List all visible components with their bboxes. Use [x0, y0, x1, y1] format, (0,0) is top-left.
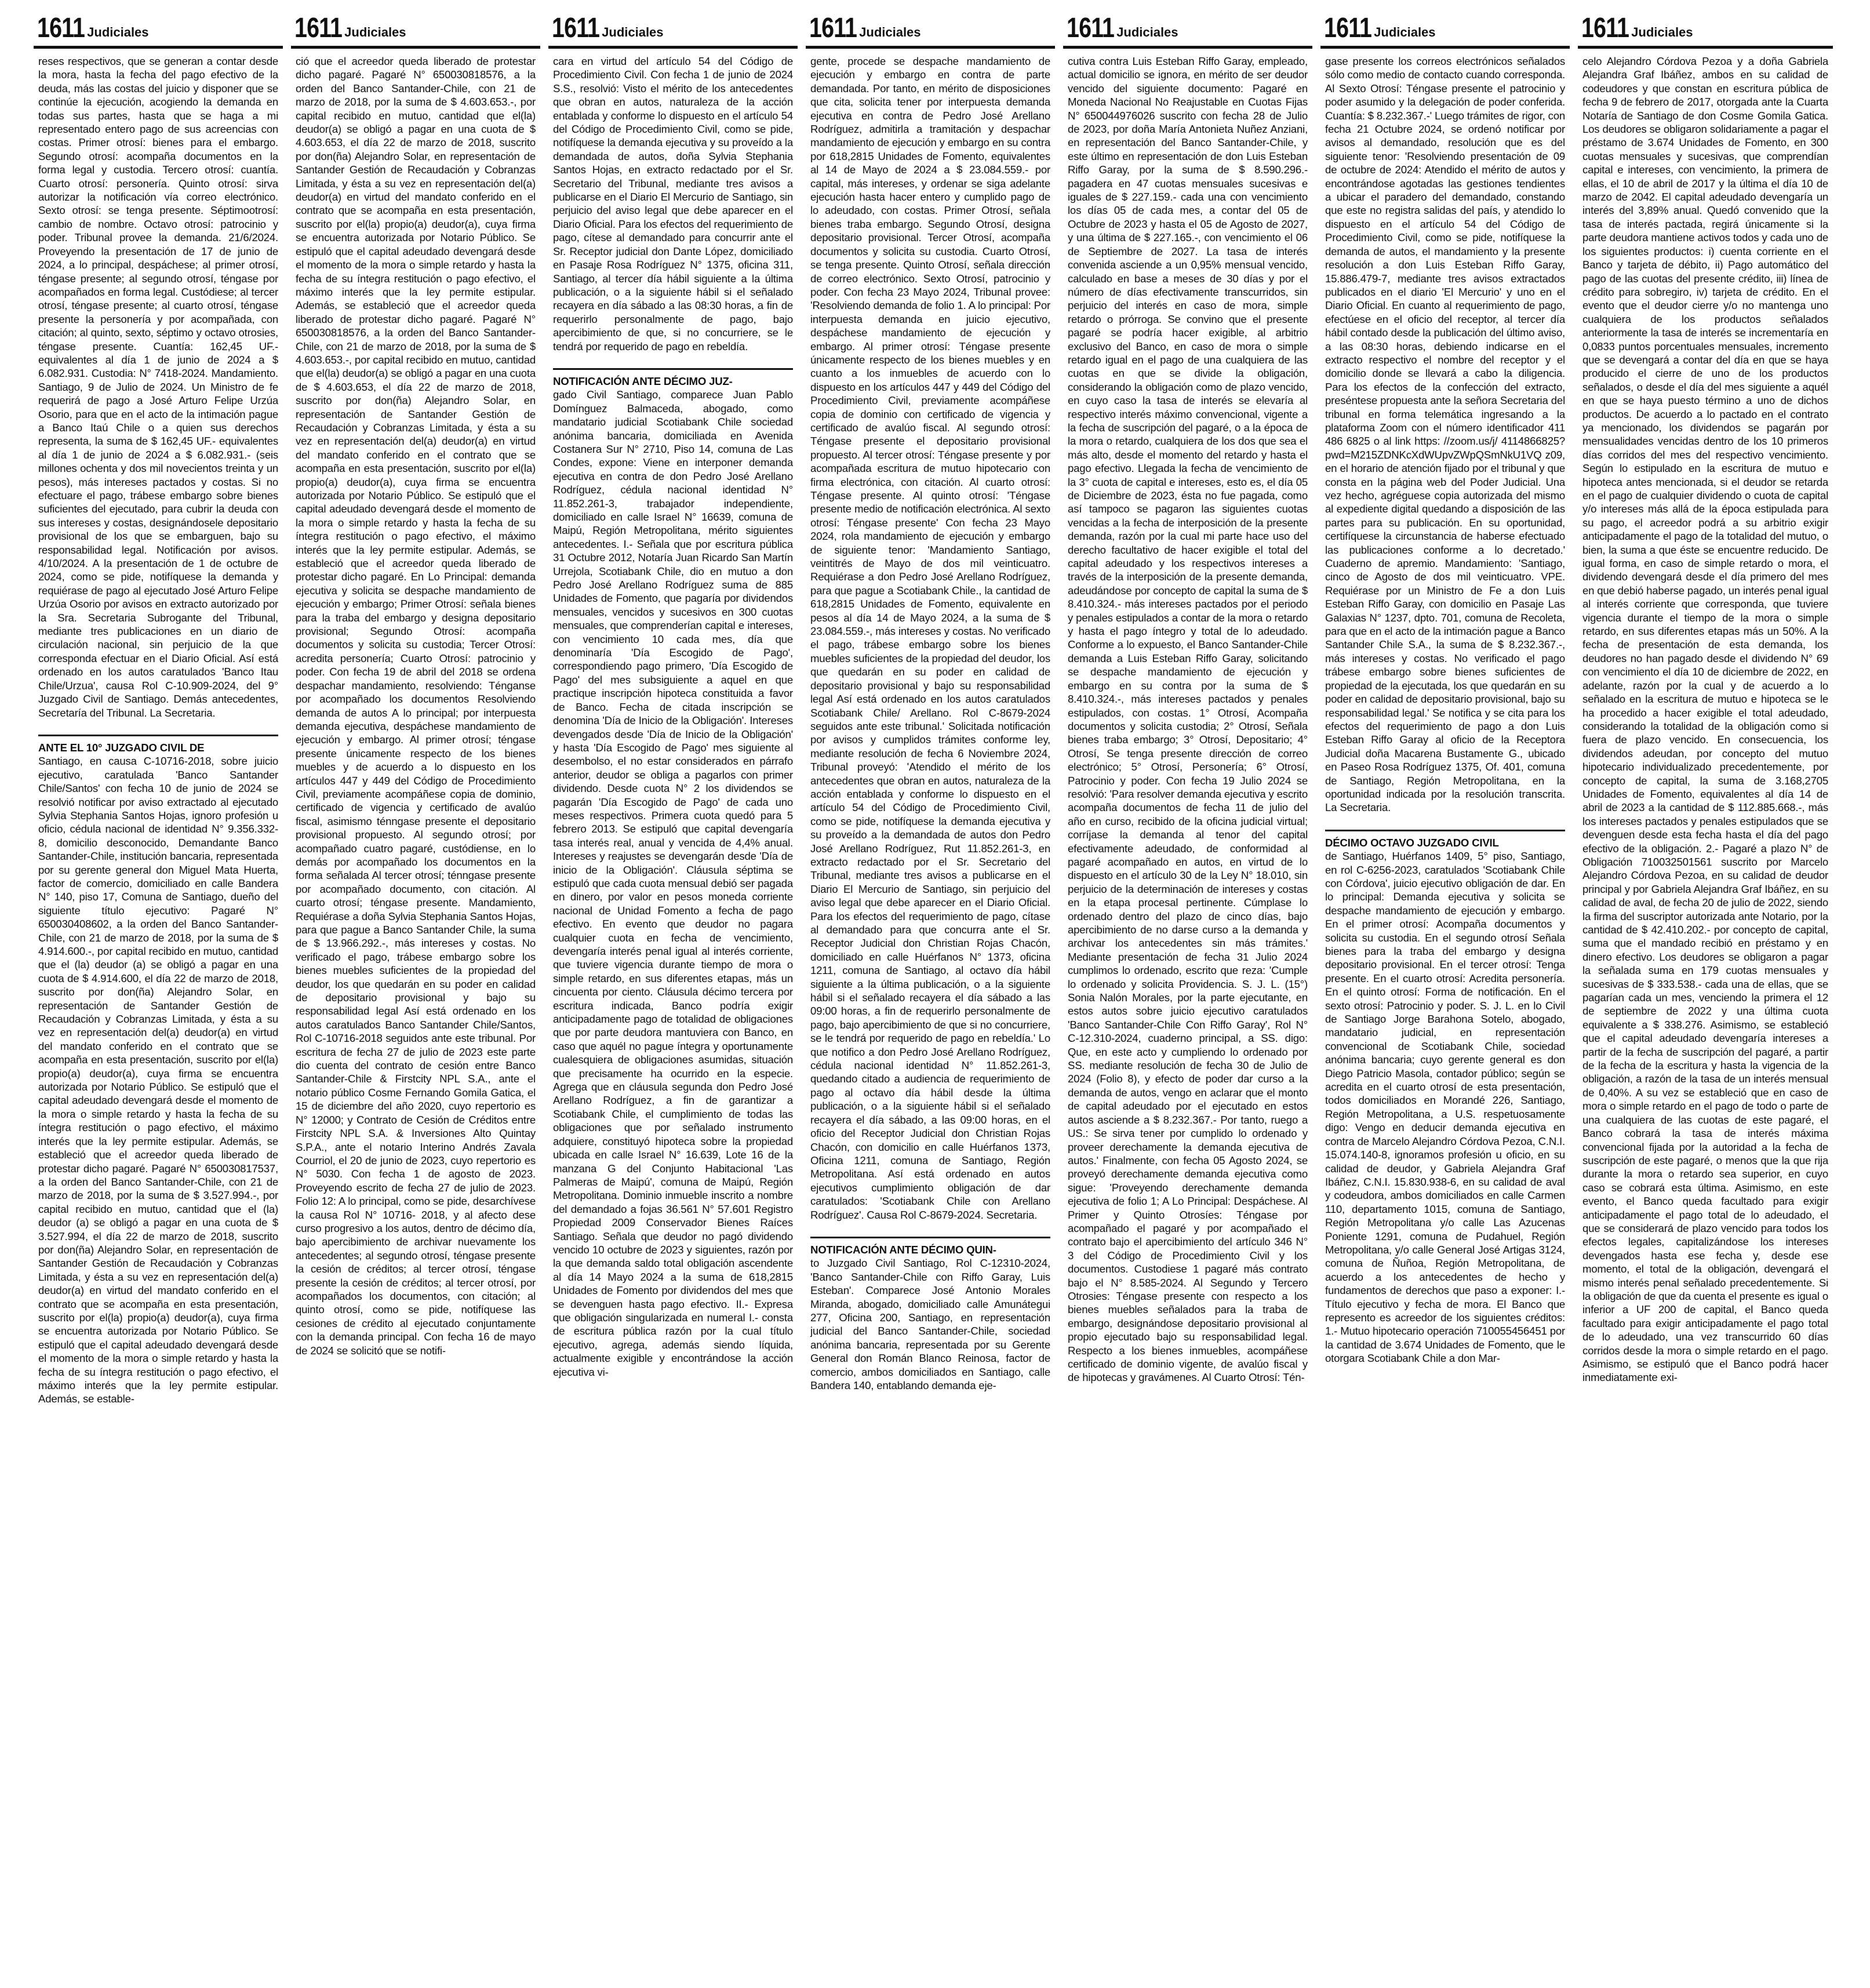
column-header	[291, 0, 540, 49]
column-body	[1063, 49, 1312, 1384]
column-5	[1063, 0, 1312, 1988]
column-header	[1063, 0, 1312, 49]
section-name: Judiciales	[859, 25, 921, 39]
notice-text: gase presente los correos electrónicos señalados sólo como medio de contacto cuando corresponda. Al Sexto Otrosí: Téngase presente el patrocinio y poder asumido y la delegación de poder conferida. Cuantía: $ 8.232.367.-' Luego trámites de rigor, con fecha 21 Octubre 2024, se ordenó notificar por avisos al demandado, resolución que es del siguiente tenor: 'Resolviendo presentación de 09 de octubre de 2024: Atendido el mérito de autos y encontrándose agotadas las gestiones tendientes a ubicar el paradero del demandado, constando que este no registra salidas del país, y atendido lo dispuesto en el artículo 54 del Código de Procedimiento Civil, como se pide, notifíquese la demanda de autos, el mandamiento y la presente resolución a don Luis Esteban Riffo Garay, 15.886.479-7, mediante tres avisos extractados publicados en el diario 'El Mercurio' y uno en el Diario Oficial. En cuanto al requerimiento de pago, efectúese en el oficio del receptor, al tercer día hábil contado desde la publicación del último aviso, a las 08:30 horas, debiendo indicarse en el extracto respectivo el nombre del receptor y el domicilio donde se llevará a cabo la diligencia. Para los efectos de la confección del extracto, preséntese propuesta ante la señora Secretaria del tribunal en forma telemática ingresando a la plataforma Zoom con el número identificador 411 486 6825 o al link https: //zoom.us/j/ 4114866825?pwd=M215ZDNKcXdWUpvZWpQSmNkU1VQ z09, en el horario de atención fijado por el tribunal y que consta en la página web del Poder Judicial. Una vez hecho, agréguese copia autorizada del mismo al expediente digital quedando a disposición de las partes para su publicación. En su oportunidad, certifíquese la circunstancia de haberse efectuado las publicaciones conforme a lo decretado.' Cuaderno de apremio. Mandamiento: 'Santiago, cinco de Agosto de dos mil veinticuatro. VPE. Requiérase por un Ministro de Fe a don Luis Esteban Riffo Garay, con domicilio en Pasaje Las Galaxias N° 1237, dpto. 701, comuna de Recoleta, para que en el acto de la intimación pague a Banco Santander Chile S.A., la suma de $ 8.232.367.-, más intereses y costas. No verificado el pago trábese embargo sobre bienes suficientes de propiedad de la ejecutada, los que quedarán en su poder en calidad de depositario provisional, bajo su responsabilidad legal.' Se notifica y se cita para los efectos del requerimiento de pago a don Luis Esteban Riffo Garay al oficio de la Receptora Judicial doña Macarena Bustamente G., ubicado en Paseo Rosa Rodríguez 1375, Of. 401, comuna de Santiago, Región Metropolitana, en la oportunidad indicada por la resolución transcrita. La Secretaria.	[1325, 55, 1565, 814]
section-name: Judiciales	[1374, 25, 1436, 39]
notice-title: DÉCIMO OCTAVO JUZGADO CIVIL	[1325, 830, 1565, 849]
notice-text: reses respectivos, que se generan a contar desde la mora, hasta la fecha del pago efectivo de la deuda, más las costas del juicio y disponer que se continúe la ejecución, acogiendo la demanda en todas sus partes, hasta que se haga a mi representado entero pago de sus acreencias con costas. Primer otrosí: bienes para el embargo. Segundo otrosí: acompaña documentos en la forma legal y custodia. Tercero otrosí: cuantía. Cuarto otrosí: personería. Quinto otrosí: sirva autorizar la notificación vía correo electrónico. Sexto otrosí: se tenga presente. Séptimootrosí: cambio de nombre. Octavo otrosí: patrocinio y poder. Tribunal provee la demanda. 21/6/2024. Proveyendo la presentación de 17 de junio de 2024, a lo principal, despáchese; al primer otrosí, téngase presente; al segundo otrosí, téngase por acompañados en forma legal. Custódiese; al tercer otrosí, téngase presente; al cuarto otrosí, téngase presente la personería y por acompañada, con citación; al quinto, sexto, séptimo y octavo otrosies, téngase presente. Cuantía: 162,45 UF.- equivalentes al día 1 de junio de 2024 a $ 6.082.931. Custodia: N° 7418-2024. Mandamiento. Santiago, 9 de Julio de 2024. Un Ministro de fe requerirá de pago a José Arturo Felipe Urzúa Osorio, para que en el acto de la intimación pague a Banco Itaú Chile o a quien sus derechos representa, la suma de $ 162,45 UF.- equivalentes al día 1 de junio de 2024 a $ 6.082.931.- (seis millones ochenta y dos mil novecientos treinta y un pesos), más intereses pactados y costas. Si no efectuare el pago, trábese embargo sobre bienes suficientes del ejecutado, para cubrir la deuda con sus intereses y costas, designándosele depositario provisional de los que se embarguen, bajo su responsabilidad legal. Notificación por avisos. 4/10/2024. A la presentación de 1 de octubre de 2024, como se pide, notifíquese la demanda y requiérase de pago al ejecutado José Arturo Felipe Urzúa Osorio por avisos en extracto autorizado por la Sra. Secretaria Subrogante del Tribunal, mediante tres publicaciones en un diario de circulación nacional, sin perjuicio de la que corresponda efectuar en el Diario Oficial. Así está ordenado en los autos caratulados 'Banco Itau Chile/Urzua', causa Rol C-10.909-2024, del 9° Juzgado Civil de Santiago. Demás antecedentes, Secretaría del Tribunal. La Secretaria.	[38, 55, 278, 719]
notice-text: gente, procede se despache mandamiento de ejecución y embargo en contra de parte demandada. Por tanto, en mérito de disposiciones que cita, solicita tener por interpuesta demanda ejecutiva en contra de Pedro José Arellano Rodríguez, admitirla a tramitación y despachar mandamiento de ejecución y embargo en su contra por 618,2815 Unidades de Fomento, equivalentes al 14 de Mayo de 2024 a $ 23.084.559.- por capital, más intereses, y ordenar se siga adelante ejecución hasta hacer entero y cumplido pago de lo adeudado, con costas. Primer Otrosí, señala bienes traba embargo. Segundo Otrosí, designa depositario provisional. Tercer Otrosí, acompaña documentos y solicita su custodia. Cuarto Otrosí, se tenga presente. Quinto Otrosí, señala dirección de correo electrónico. Sexto Otrosí, patrocinio y poder. Con fecha 23 Mayo 2024, Tribunal provee: 'Resolviendo demanda de folio 1. A lo principal: Por interpuesta demanda en juicio ejecutivo, despáchese mandamiento de ejecución y embargo. Al primer otrosí: Téngase presente únicamente respecto de los bienes muebles y en cuanto a los inmuebles de acuerdo con lo dispuesto en los artículos 447 y 449 del Código del Procedimiento Civil, previamente acompáñese copia de dominio con certificado de vigencia y certificado de avalúo fiscal. Al segundo otrosí: Téngase presente el depositario provisional propuesto. Al tercer otrosí: Téngase presente y por acompañada escritura de mutuo hipotecario con firma electrónica, con citación. Al cuarto otrosí: Téngase presente. Al quinto otrosí: 'Téngase presente medio de notificación electrónica. Al sexto otrosí: Téngase presente' Con fecha 23 Mayo 2024, rola mandamiento de ejecución y embargo de siguiente tenor: 'Mandamiento Santiago, veintitrés de Mayo de dos mil veinticuatro. Requiérase a don Pedro José Arellano Rodríguez, para que pague a Scotiabank Chile., la cantidad de 618,2815 Unidades de Fomento, equivalente en pesos al día 14 de Mayo 2024, a la suma de $ 23.084.559.-, más intereses y costas. No verificado el pago, trábese embargo sobre los bienes muebles suficientes de la propiedad del deudor, los que quedarán en su poder en calidad de depositario provisional y bajo su responsabilidad legal Así está ordenado en los autos caratulados Scotiabank Chile/ Arellano. Rol C-8679-2024 seguidos ante este tribunal.' Solicitada notificación por avisos y cumplidos trámites conforme ley, mediante resolución de fecha 6 Noviembre 2024, Tribunal proveyó: 'Atendido el mérito de los antecedentes que obran en autos, naturaleza de la acción entablada y conforme lo dispuesto en el artículo 54 del Código de Procedimiento Civil, como se pide, notifíquese la demanda ejecutiva y su proveído a la demandada de autos don Pedro José Arellano Rodríguez, Rut 11.852.261-3, en extracto redactado por el Sr. Secretario del Tribunal, mediante tres avisos a publicarse en el Diario El Mercurio de Santiago, sin perjuicio del aviso legal que debe aparecer en el Diario Oficial. Para los efectos del requerimiento de pago, cítase al demandado para que concurra ante el Sr. Receptor Judicial don Christian Rojas Chacón, domiciliado en calle Huérfanos N° 1373, oficina 1211, comuna de Santiago, al octavo día hábil siguiente a la última publicación, o a la siguiente hábil si el señalado recayera el día sábado a las 09:00 horas, a fin de requerirlo personalmente de pago, bajo apercibimiento de que si no concurriere, se le tendrá por requerido de pago en rebeldía.' Lo que notifico a don Pedro José Arellano Rodríguez, cédula nacional identidad N° 11.852.261-3, quedando citado a audiencia de requerimiento de pago al octavo día hábil desde la última publicación, o a la siguiente hábil si el señalado recayera el día sábado, a las 09:00 horas, en el oficio del Receptor Judicial don Christian Rojas Chacón, con domicilio en calle Huérfanos 1373, Oficina 1211, comuna de Santiago, Región Metropolitana. Así está ordenado en autos ejecutivos cumplimiento obligación de dar caratulados: 'Scotiabank Chile con Arellano Rodríguez'. Causa Rol C-8679-2024. Secretaria.	[810, 55, 1050, 1221]
column-6	[1320, 0, 1570, 1988]
notice-text: ció que el acreedor queda liberado de protestar dicho pagaré. Pagaré N° 650030818576, a la orden del Banco Santander-Chile, con 21 de marzo de 2018, por la suma de $ 4.603.653.-, por capital recibido en mutuo, cantidad que el(la) deudor(a) se obligó a pagar en una cuota de $ 4.603.653, el día 22 de marzo de 2018, suscrito por don(ña) Alejandro Solar, en representación de Santander Gestión de Recaudación y Cobranzas Limitada, y ésta a su vez en representación del(a) deudor(a) en virtud del mandato conferido en el contrato que se acompaña en esta presentación, suscrito por el(la) propio(a) deudor(a), cuya firma se encuentra autorizada por Notario Público. Se estipuló que el capital adeudado devengará desde el momento de la mora o simple retardo y hasta la fecha de su íntegra restitución o pago efectivo, el máximo interés que la ley permite estipular. Además, se estableció que el acreedor queda liberado de protestar dicho pagaré. Pagaré N° 650030818576, a la orden del Banco Santander-Chile, con 21 de marzo de 2018, por la suma de $ 4.603.653.-, por capital recibido en mutuo, cantidad que el(la) deudor(a) se obligó a pagar en una cuota de $ 4.603.653, el día 22 de marzo de 2018, suscrito por don(ña) Alejandro Solar, en representación de Santander Gestión de Recaudación y Cobranzas Limitada, y ésta a su vez en representación del(a) deudor(a) en virtud del mandato conferido en el contrato que se acompaña en esta presentación, suscrito por el(la) propio(a) deudor(a), cuya firma se encuentra autorizada por Notario Público. Se estipuló que el capital adeudado devengará desde el momento de la mora o simple retardo y hasta la fecha de su íntegra restitución o pago efectivo, el máximo interés que la ley permite estipular. Además, se estableció que el acreedor queda liberado de protestar dicho pagaré. En Lo Principal: demanda ejecutiva y solicita se despache mandamiento de ejecución y embargo; Primer Otrosí: señala bienes para la traba del embargo y designa depositario provisional; Segundo Otrosí: acompaña documentos y solicita su custodia; Tercer Otrosí: acredita personería; Cuarto Otrosí: patrocinio y poder. Con fecha 19 de abril del 2018 se ordena despachar mandamiento, resolviendo: Ténganse por acompañado los documentos Resolviendo demanda de autos A lo principal; por interpuesta demanda ejecutiva, despáchese mandamiento de ejecución y embargo. Al primer otrosí; téngase presente únicamente respecto de los bienes muebles y de acuerdo a lo dispuesto en los artículos 447 y 449 del Código de Procedimiento Civil, previamente acompáñese copia de dominio, certificado de vigencia y certificado de avalúo fiscal, asimismo ténngase presente el depositario provisional propuesto. Al segundo otrosí; por acompañado cuatro pagaré, custódiense, en lo demás por acompañado los documentos en la forma señalada Al tercer otrosí; ténngase presente por acompañado documento, con citación. Al cuarto otrosí; téngase presente. Mandamiento, Requiérase a doña Sylvia Stephania Santos Hojas, para que pague a Banco Santander Chile, la suma de $ 13.966.292.-, más intereses y costas. No verificado el pago, trábese embargo sobre los bienes muebles suficientes de la propiedad del deudor, los que quedarán en su poder en calidad de depositario provisional y bajo su responsabilidad legal Así está ordenado en los autos caratulados Banco Santander Chile/Santos, Rol C-10716-2018 seguidos ante este tribunal. Por escritura de fecha 27 de julio de 2023 este parte dio cuenta del contrato de cesión entre Banco Santander-Chile & Firstcity NPL S.A., ante el notario público Cosme Fernando Gomila Gatica, el 15 de diciembre del año 2020, cuyo repertorio es N° 12000; y Contrato de Cesión de Créditos entre Firstcity NPL S.A. & Inversiones Alto Quintay S.P.A., ante el notario Interino Andrés Zavala Courriol, el 20 de junio de 2023, cuyo repertorio es N° 5030. Con fecha 1 de agosto de 2023. Proveyendo escrito de fecha 27 de julio de 2023. Folio 12: A lo principal, como se pide, desarchívese la causa Rol N° 10716- 2018, y al afecto dese curso progresivo a los autos, dentro de décimo día, bajo apercibimiento de archivar nuevamente los antecedentes; al segundo otrosí, téngase presente la cesión de créditos; al tercer otrosí, téngase presente la cesión de créditos; al tercer otrosí, por acompañados los documentos, con citación; al quinto otrosí, como se pide, notifíquese las cesiones de crédito al ejecutado conjuntamente con la demanda principal. Con fecha 16 de mayo de 2024 se solicitó que se notifi-	[296, 55, 536, 1357]
section-name: Judiciales	[602, 25, 664, 39]
section-name: Judiciales	[1116, 25, 1178, 39]
column-body	[1578, 49, 1833, 1384]
section-name: Judiciales	[344, 25, 406, 39]
page-number: 1611	[552, 13, 600, 43]
notice-title: ANTE EL 10° JUZGADO CIVIL DE	[38, 735, 278, 754]
page-number: 1611	[294, 13, 343, 43]
notice-text: cutiva contra Luis Esteban Riffo Garay, empleado, actual domicilio se ignora, en mérito de ser deudor vencido del siguiente documento: Pagaré en Moneda Nacional No Reajustable en Cuotas Fijas N° 650044976026 suscrito con fecha 28 de Julio de 2023, por doña María Antonieta Nuñez Anziani, en representación del Banco Santander-Chile, y este último en representación de don Luis Esteban Riffo Garay, por la suma de $ 8.590.296.- pagadera en 47 cuotas mensuales sucesivas e iguales de $ 227.159.- cada una con vencimiento los días 05 de cada mes, a contar del 05 de Octubre de 2023 y hasta el 05 de Agosto de 2027, y una última de $ 227.165.-, con vencimiento el 06 de Septiembre de 2027. La tasa de interés convenida asciende a un 0,95% mensual vencido, calculado en base a meses de 30 días y por el número de días efectivamente transcurridos, sin perjuicio del interés en caso de mora, simple retardo o prórroga. Se convino que el presente pagaré se podría hacer exigible, al arbitrio exclusivo del Banco, en caso de mora o simple retardo igual en el pago de una cualquiera de las cuotas en que se divide la obligación, considerando la obligación como de plazo vencido, en cuyo caso la tasa de interés se elevaría al respectivo interés máximo convencional, vigente a la fecha de suscripción del pagaré, o a la época de la mora o retardo, cualquiera de los dos que sea el más alto, desde el momento del retardo y hasta el pago efectivo. Llegada la fecha de vencimiento de la 3° cuota de capital e intereses, esto es, el día 05 de Diciembre de 2023, ésta no fue pagada, como así tampoco se pagaron las siguientes cuotas vencidas a la fecha de interposición de la presente demanda, razón por la cual mi parte hace uso del derecho facultativo de hacer exigible el total del capital adeudado y los respectivos intereses a través de la interposición de la presente demanda, adeudándose por concepto de capital la suma de $ 8.410.324.- más intereses pactados por el periodo y penales estipulados a contar de la mora o retardo y hasta el pago íntegro y total de lo adeudado. Conforme a lo expuesto, el Banco Santander-Chile demanda a Luis Esteban Riffo Garay, solicitando se despache mandamiento de ejecución y embargo en su contra por la suma de $ 8.410.324.-, más intereses pactados y penales estipulados, con costas. 1° Otrosí, Acompaña documentos y solicita custodia; 2° Otrosí, Señala bienes traba embargo; 3° Otrosí, Depositario; 4° Otrosí, Se tenga presente dirección de correo electrónico; 5° Otrosí, Personería; 6° Otrosí, Patrocinio y poder. Con fecha 19 Julio 2024 se resolvió: 'Para resolver demanda ejecutiva y escrito acompaña documentos de fecha 11 de julio del año en curso, recibido de la oficina judicial virtual; corríjase la demanda al tenor del capital efectivamente adeudado, de conformidad al pagaré acompañado en autos, en virtud de lo dispuesto en el artículo 30 de la Ley N° 18.010, sin perjuicio de la determinación de intereses y costas en la etapa procesal pertinente. Cúmplase lo ordenado dentro del plazo de cinco días, bajo apercibimiento de no darse curso a la demanda y archivar los antecedentes sin más trámites.' Mediante presentación de fecha 31 Julio 2024 cumplimos lo ordenado, escrito que reza: 'Cumple lo ordenado y solicita Providencia. S. J. L. (15°) Sonia Nalón Morales, por la parte ejecutante, en estos autos sobre juicio ejecutivo caratulados 'Banco Santander-Chile Con Riffo Garay', Rol N° C-12.310-2024, cuaderno principal, a SS. digo: Que, en este acto y cumpliendo lo ordenado por SS. mediante resolución de fecha 30 de Julio de 2024 (Folio 8), y efecto de poder dar curso a la demanda de autos, vengo en aclarar que el monto de capital adeudado por el ejecutado en estos autos asciende a $ 8.232.367.- Por tanto, ruego a US.: Se sirva tener por cumplido lo ordenado y proveer derechamente la demanda ejecutiva de autos.' Finalmente, con fecha 05 Agosto 2024, se proveyó derechamente demanda ejecutiva como sigue: 'Proveyendo derechamente demanda ejecutiva de folio 1; A Lo Principal: Despáchese. Al Primer y Quinto Otrosíes: Téngase por acompañado el pagaré y por acompañado el contrato bajo el apercibimiento del artículo 346 N° 3 del Código de Procedimiento Civil y los documentos. Custodiese 1 pagaré más contrato bajo el N° 8.585-2024. Al Segundo y Tercero Otrosies: Téngase presente con respecto a los bienes muebles señalados para la traba de embargo, designándose depositario provisional al propio ejecutado bajo su responsabilidad legal. Respecto a los bienes inmuebles, acompáñese certificado de dominio vigente, de avalúo fiscal y de hipotecas y gravámenes. Al Cuarto Otrosí: Tén-	[1068, 55, 1308, 1384]
notice-text: celo Alejandro Córdova Pezoa y a doña Gabriela Alejandra Graf Ibáñez, ambos en su calidad de codeudores y que constan en escritura pública de fecha 9 de febrero de 2017, otorgada ante la Cuarta Notaría de Santiago de don Cosme Gomila Gatica. Los deudores se obligaron solidariamente a pagar el préstamo de 3.674 Unidades de Fomento, en 300 cuotas mensuales y sucesivas, que comprendían capital e intereses, con vencimiento, la primera de ellas, el 10 de abril de 2017 y la última el día 10 de marzo de 2042. El capital adeudado devengaría un interés del 3,89% anual. Quedó convenido que la tasa de interés pactada, regirá únicamente si la parte deudora mantiene activos todos y cada uno de los siguientes productos: i) cuenta corriente en el Banco y tarjeta de débito, ii) Pago automático del pago de las cuotas del presente crédito, iii) línea de crédito para sobregiro, iv) tarjeta de crédito. En el evento que el deudor cierre y/o no mantenga uno cualquiera de los productos señalados anteriormente la tasa de interés se incrementaría en 0,0833 puntos porcentuales mensuales, incremento que se devengará a contar del día en que se haya producido el cierre de uno de los productos señalados, o desde el día del mes siguiente a aquél en que se haya puesto término a uno de dichos productos. De acuerdo a lo pactado en el contrato ya mencionado, los dividendos se pagarán por mensualidades vencidas dentro de los 10 primeros días corridos del mes del respectivo vencimiento. Según lo estipulado en la escritura de mutuo e hipoteca antes mencionada, si el deudor se retarda en el pago de cualquier dividendo o cuota de capital y/o intereses más allá de la época estipulada para su pago, el acreedor podrá a su arbitrio exigir anticipadamente el pago de la totalidad del mutuo, o bien, la suma a que éste se encuentre reducido. De igual forma, en caso de simple retardo o mora, el dividendo devengará desde el día primero del mes en que debió haberse pagado, un interés penal igual al interés corriente que corresponda, que tuviere vigencia durante el tiempo de la mora o simple retardo, en sus diferentes etapas más un 50%. A la fecha de presentación de esta demanda, los deudores no han pagado desde el dividendo N° 69 con vencimiento el día 10 de diciembre de 2022, en adelante, razón por la cual y de acuerdo a lo señalado en la escritura de mutuo e hipoteca se le ha procedido a hacer exigible el total adeudado, considerando la totalidad de la obligación como si fuera de plazo vencido. En consecuencia, los dividendos adeudan, por concepto del mutuo hipotecario individualizado precedentemente, por concepto de capital, la suma de 3.168,2705 Unidades de Fomento, equivalentes al día 14 de abril de 2023 a la cantidad de $ 112.885.668.-, más los intereses pactados y penales estipulados que se devenguen desde esta fecha hasta el día del pago efectivo de la obligación. 2.- Pagaré a plazo N° de Obligación 710032501561 suscrito por Marcelo Alejandro Córdova Pezoa, en su calidad de deudor principal y por Gabriela Alejandra Graf Ibáñez, en su calidad de aval, de fecha 20 de julio de 2022, siendo la firma del suscriptor autorizada ante Notario, por la cantidad de $ 42.410.202.- por concepto de capital, suma que el mandado recibió en préstamo y en dinero efectivo. Los deudores se obligaron a pagar la señalada suma en 179 cuotas mensuales y sucesivas de $ 333.538.- cada una de ellas, que se pagarían cada un mes, venciendo la primera el 12 de septiembre de 2022 y una última cuota equivalente a $ 338.276. Asimismo, se estableció que el capital adeudado devengaría intereses a partir de la fecha de suscripción del pagaré, a partir de la fecha de la escritura y hasta la vigencia de la obligación, a razón de la tasa de un interés mensual de 0,40%. A su vez se estableció que en caso de mora o simple retardo en el pago de todo o parte de una cualquiera de las cuotas de este pagaré, el Banco cobrará la tasa de interés máxima convencional fijada por la autoridad a la fecha de suscripción de este pagaré, o menos que la que rija durante la mora o retardo sea superior, en cuyo caso se cobrará esta última. Asimismo, en este evento, el Banco queda facultado para exigir anticipadamente el pago total de lo adeudado, el que se considerará de plazo vencido para todos los efectos legales, capitalizándose los intereses devengados hasta ese fecha y, desde ese momento, el total de la obligación, devengará el mismo interés penal señalado precedentemente. Si la obligación de que da cuenta el presente es igual o inferior a UF 200 de capital, el Banco queda facultado para exigir anticipadamente el pago total de lo adeudado, una vez transcurrido 60 días corridos desde la mora o simple retardo en el pago. Asimismo, se estipuló que el Banco podrá hacer inmediatamente exi-	[1582, 55, 1829, 1384]
page-number: 1611	[1324, 13, 1372, 43]
column-header	[806, 0, 1055, 49]
column-body	[34, 49, 283, 1406]
column-body	[548, 49, 798, 1379]
section-name: Judiciales	[87, 25, 149, 39]
column-body	[1320, 49, 1570, 1365]
notice-text: to Juzgado Civil Santiago, Rol C-12310-2024, 'Banco Santander-Chile con Riffo Garay, Luis Esteban'. Comparece José Antonio Morales Miranda, abogado, domiciliado calle Amunátegui 277, Oficina 200, Santiago, en representación judicial del Banco Santander-Chile, sociedad anónima bancaria, representada por su Gerente General don Román Blanco Reinosa, factor de comercio, ambos domiciliados en Santiago, calle Bandera 140, entablando demanda eje-	[810, 1257, 1050, 1391]
notice-text: Santiago, en causa C-10716-2018, sobre juicio ejecutivo, caratulada 'Banco Santander Chile/Santos' con fecha 10 de junio de 2024 se resolvió notificar por aviso extractado al ejecutado Sylvia Stephania Santos Hojas, ignoro profesión u oficio, cédula nacional de identidad N° 9.356.332-8, domicilio desconocido, Demandante Banco Santander-Chile, institución bancaria, representada por su gerente general don Miguel Mata Huerta, factor de comercio, domiciliado en calle Bandera N° 140, piso 17, Comuna de Santiago, dueño del siguiente título ejecutivo: Pagaré N° 650030408602, a la orden del Banco Santander-Chile, con 21 de marzo de 2018, por la suma de $ 4.914.600.-, por capital recibido en mutuo, cantidad que el (la) deudor (a) se obligó a pagar en una cuota de $ 4.914.600, el día 22 de marzo de 2018, suscrito por don(ña) Alejandro Solar, en representación de Santander Gestión de Recaudación y Cobranzas Limitada, y ésta a su vez en representación del(a) deudor(a) en virtud del mandato conferido en el contrato que se acompaña en esta presentación, suscrito por el(la) propio(a) deudor(a), cuya firma se encuentra autorizada por Notario Público. Se estipuló que el capital adeudado devengará desde el momento de la mora o simple retardo y hasta la fecha de su íntegra restitución o pago efectivo, el máximo interés que la ley permite estipular. Además, se estableció que el acreedor queda liberado de protestar dicho pagaré. Pagaré N° 650030817537, a la orden del Banco Santander-Chile, con 21 de marzo de 2018, por la suma de $ 3.527.994.-, por capital recibido en mutuo, cantidad que el (la) deudor (a) se obligó a pagar en una cuota de $ 3.527.994, el día 22 de marzo de 2018, suscrito por don(ña) Alejandro Solar, en representación de Santander Gestión de Recaudación y Cobranzas Limitada, y ésta a su vez en representación del(a) deudor(a) en virtud del mandato conferido en el contrato que se acompaña en esta presentación, suscrito por el(la) propio(a) deudor(a), cuya firma se encuentra autorizada por Notario Público. Se estipuló que el capital adeudado devengará desde el momento de la mora o simple retardo y hasta la fecha de su íntegra restitución o pago efectivo, el máximo interés que la ley permite estipular. Además, se estable-	[38, 755, 278, 1405]
section-name: Judiciales	[1631, 25, 1693, 39]
column-header	[34, 0, 283, 49]
notice-title: NOTIFICACIÓN ANTE DÉCIMO JUZ-	[553, 368, 793, 388]
column-body	[806, 49, 1055, 1392]
column-4	[806, 0, 1055, 1988]
notice-title: NOTIFICACIÓN ANTE DÉCIMO QUIN-	[810, 1237, 1050, 1256]
notice-text: gado Civil Santiago, comparece Juan Pablo Domínguez Balmaceda, abogado, como mandatario judicial Scotiabank Chile sociedad anónima bancaria, domiciliada en Avenida Costanera Sur N° 2710, Piso 14, comuna de Las Condes, expone: Viene en interponer demanda ejecutiva en contra de don Pedro José Arellano Rodríguez, cédula nacional identidad N° 11.852.261-3, trabajador independiente, domiciliado en calle Israel N° 16639, comuna de Maipú, Región Metropolitana, mérito siguientes antecedentes. I.- Señala que por escritura pública 31 Octubre 2012, Notaría Juan Ricardo San Martín Urrejola, Scotiabank Chile, dio en mutuo a don Pedro José Arellano Rodríguez suma de 885 Unidades de Fomento, que pagaría por dividendos mensuales, vencidos y sucesivos en 300 cuotas mensuales, que comprenderían capital e intereses, con vencimiento 10 cada mes, día que denominaría 'Día Escogido de Pago', correspondiendo pago primero, 'Día Escogido de Pago' del mes subsiguiente a aquel en que practique inscripción hipoteca constituida a favor de Banco. Fecha de citada inscripción se denomina 'Día de Inicio de la Obligación'. Intereses devengados desde 'Día de Inicio de la Obligación' y hasta 'Día Escogido de Pago' mes siguiente al desembolso, el no estar considerados en párrafo anterior, deudor se obliga a pagarlos con primer dividendo. Desde cuota N° 2 los dividendos se pagarán 'Día Escogido de Pago' de cada uno meses respectivos. Primera cuota quedó para 5 febrero 2013. Se estipuló que capital devengaría tasa interés real, anual y vencida de 4,4% anual. Intereses y reajustes se devengarán desde 'Día de inicio de la Obligación'. Cláusula séptima se estipuló que cada cuota mensual debió ser pagada en dinero, por valor en pesos moneda corriente nacional de Unidad Fomento a fecha de pago efectivo. En evento que deudor no pagara cualquier cuota en fecha de vencimiento, devengaría interés penal igual al interés corriente, que tuviere vigencia durante tiempo de mora o simple retardo, en sus diferentes etapas, más un cincuenta por ciento. Cláusula décimo tercera por escritura indicada, Banco podría exigir anticipadamente pago de totalidad de obligaciones que por parte deudora mantuviera con Banco, en caso que aquél no pague íntegra y oportunamente cualesquiera de obligaciones asumidas, situación que precisamente ha ocurrido en la especie. Agrega que en cláusula segunda don Pedro José Arellano Rodríguez, a fin de garantizar a Scotiabank Chile, el cumplimiento de todas las obligaciones que por señalado instrumento adquiere, constituyó hipoteca sobre la propiedad ubicada en calle Israel N° 16.639, Lote 16 de la manzana G del Conjunto Habitacional 'Las Palmeras de Maipú', comuna de Maipú, Región Metropolitana. Dominio inmueble inscrito a nombre del demandado a fojas 36.561 N° 57.601 Registro Propiedad 2009 Conservador Bienes Raíces Santiago. Señala que deudor no pagó dividendo vencido 10 octubre de 2023 y siguientes, razón por la que demanda saldo total obligación ascendente al día 14 Mayo 2024 a la suma de 618,2815 Unidades de Fomento por dividendos del mes que se devenguen hasta pago efectivo. II.- Expresa que obligación singularizada en numeral I.- consta de escritura pública razón por la cual título ejecutivo, agrega, además siendo líquida, actualmente exigible y encontrándose la acción ejecutiva vi-	[553, 388, 793, 1378]
notice-text: de Santiago, Huérfanos 1409, 5° piso, Santiago, en rol C-6256-2023, caratulados 'Scotiabank Chile con Córdova', juicio ejecutivo obligación de dar. En lo principal: Demanda ejecutiva y solicita se despache mandamiento de ejecución y embargo. En el primer otrosí: Acompaña documentos y solicita su custodia. En el segundo otrosí Señala bienes para la traba del embargo y designa depositario provisional. En el tercer otrosí: Tenga presente. En el cuarto otrosí: Acredita personería. En el quinto otrosí: Forma de notificación. En el sexto otrosí: Patrocinio y poder. S. J. L. en lo Civil de Santiago Jorge Barahona Sotelo, abogado, mandatario judicial, en representación convencional de Scotiabank Chile, sociedad anónima bancaria; cuyo gerente general es don Diego Patricio Masola, contador público; según se acredita en el cuarto otrosí de esta presentación, todos domiciliados en Morandé 226, Santiago, Región Metropolitana, a U.S. respetuosamente digo: Vengo en deducir demanda ejecutiva en contra de Marcelo Alejandro Córdova Pezoa, C.N.I. 15.074.140-8, ignoramos profesión u oficio, en su calidad de deudor, y Gabriela Alejandra Graf Ibáñez, C.N.I. 15.830.938-6, en su calidad de aval y codeudora, ambos domiciliados en calle Carmen 110, departamento 1015, comuna de Santiago, Región Metropolitana y/o calle Las Azucenas Poniente 1291, comuna de Pudahuel, Región Metropolitana, y/o calle General José Artigas 3124, comuna de Ñuñoa, Región Metropolitana, de acuerdo a los antecedentes de hecho y fundamentos de derechos que paso a exponer: I.- Título ejecutivo y fecha de mora. El Banco que represento es acreedor de los siguientes créditos: 1.- Mutuo hipotecario operación 710055456451 por la cantidad de 3.674 Unidades de Fomento, que le otorgara Scotiabank Chile a don Mar-	[1325, 850, 1565, 1365]
page-number: 1611	[37, 13, 85, 43]
column-7	[1578, 0, 1833, 1988]
column-header	[1320, 0, 1570, 49]
page-number: 1611	[1581, 13, 1629, 43]
column-1	[34, 0, 283, 1988]
column-3	[548, 0, 798, 1988]
column-body	[291, 49, 540, 1357]
notice-text: cara en virtud del artículo 54 del Código de Procedimiento Civil. Con fecha 1 de junio de 2024 S.S., resolvió: Visto el mérito de los antecedentes que obran en autos, naturaleza de la acción entablada y conforme lo dispuesto en el artículo 54 del Código de Procedimiento Civil, como se pide, notifíquese la demanda ejecutiva y su proveído a la demandada de autos, doña Sylvia Stephania Santos Hojas, en extracto redactado por el Sr. Secretario del Tribunal, mediante tres avisos a publicarse en el Diario El Mercurio de Santiago, sin perjuicio del aviso legal que debe aparecer en el Diario Oficial. Para los efectos del requerimiento de pago, cítese al demandado para concurrir ante el Sr. Receptor judicial don Dante López, domiciliado en Pasaje Rosa Rodríguez N° 1375, oficina 311, Santiago, al tercer día hábil siguiente a la última publicación, o a la siguiente hábil si el señalado recayera en día sábado a las 08:30 horas, a fin de requerirlo personalmente de pago, bajo apercibimiento de que, si no concurriere, se le tendrá por requerido de pago en rebeldía.	[553, 55, 793, 352]
column-header	[1578, 0, 1833, 49]
page-number: 1611	[809, 13, 857, 43]
page-number: 1611	[1067, 13, 1115, 43]
column-header	[548, 0, 798, 49]
column-2	[291, 0, 540, 1988]
